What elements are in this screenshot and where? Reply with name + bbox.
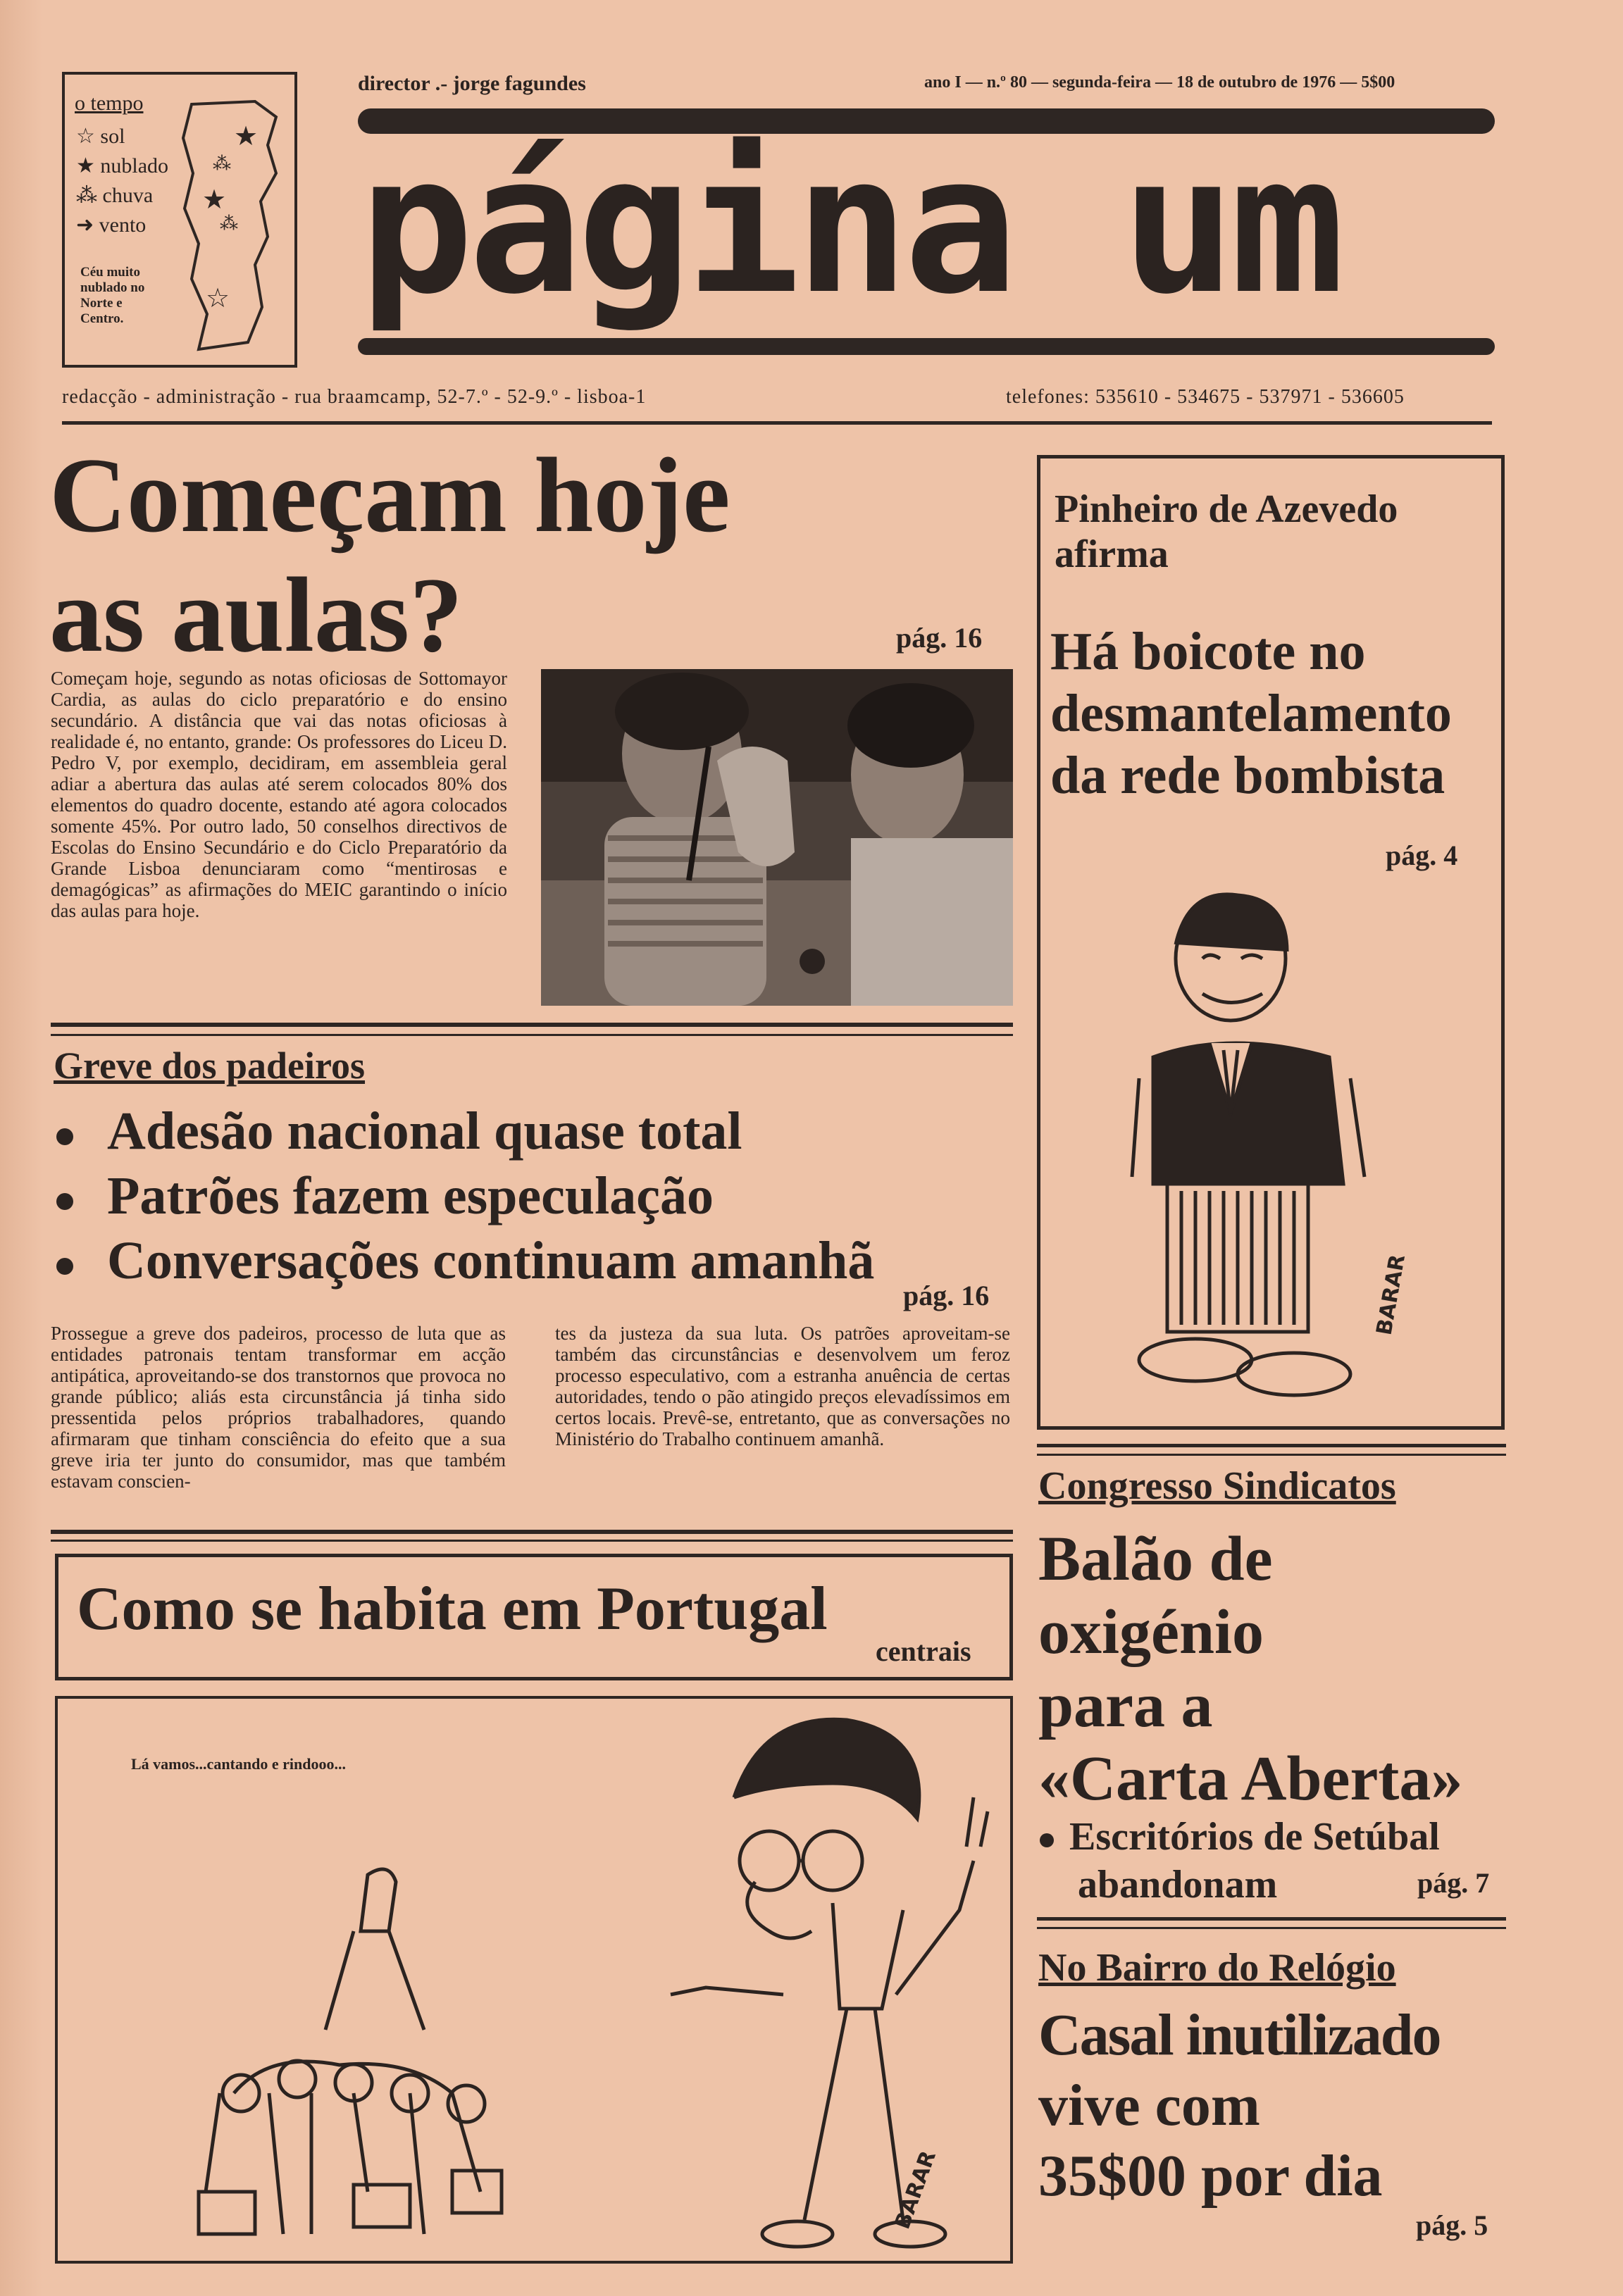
congresso-bullet: Escritórios de Setúbal bbox=[1040, 1814, 1440, 1859]
greve-page-ref: pág. 16 bbox=[903, 1280, 990, 1311]
congresso-kicker: Congresso Sindicatos bbox=[1038, 1464, 1396, 1508]
relogio-rule-1 bbox=[1037, 1917, 1506, 1921]
relogio-page-ref: pág. 5 bbox=[1416, 2209, 1488, 2241]
rain-icon: ⁂ bbox=[76, 184, 97, 207]
bullet-icon bbox=[56, 1258, 73, 1275]
congresso-headline-2: oxigénio bbox=[1038, 1597, 1264, 1667]
svg-text:☆: ☆ bbox=[206, 284, 230, 313]
weather-note: Céu muito nublado no Norte e Centro. bbox=[80, 265, 145, 326]
phones-line: telefones: 535610 - 534675 - 537971 - 536605 bbox=[1006, 386, 1405, 408]
greve-rule-2 bbox=[51, 1540, 1013, 1542]
weather-legend-nublado: ★ nublado bbox=[76, 154, 169, 177]
congresso-bullet-2: abandonam bbox=[1078, 1863, 1278, 1907]
greve-bullet-3: Conversações continuam amanhã bbox=[56, 1228, 874, 1293]
bullet-icon bbox=[56, 1193, 73, 1210]
relogio-headline-3: 35$00 por dia bbox=[1038, 2143, 1383, 2209]
weather-legend-chuva: ⁂ chuva bbox=[76, 184, 154, 207]
svg-text:⁂: ⁂ bbox=[213, 154, 231, 174]
masthead-bottom-bar bbox=[358, 338, 1495, 355]
azevedo-signature: BARAR bbox=[1372, 1252, 1411, 1337]
congresso-rule-2 bbox=[1037, 1454, 1506, 1456]
azevedo-box bbox=[1037, 455, 1505, 1430]
habita-ref: centrais bbox=[876, 1635, 971, 1667]
greve-rule-1 bbox=[51, 1530, 1013, 1534]
greve-col1: Prossegue a greve dos padeiros, processo de luta que as entidades patronais tentam transformar em acção antipática, aproveitando-se dos transtornos que provoca no grande público; aliás esta circunstância já tinha sido pressentida pelos próprios trabalhadores, quando afirmaram que tinham consciência do efeito que a sua greve iria ter junto do consumidor, mas que também estavam conscien- bbox=[51, 1323, 506, 1492]
azevedo-kicker: Pinheiro de Azevedo afirma bbox=[1055, 487, 1398, 576]
azevedo-caricature bbox=[1125, 881, 1435, 1416]
svg-text:★: ★ bbox=[202, 185, 227, 215]
cartoon-caption: Lá vamos...cantando e rindooo... bbox=[131, 1755, 346, 1773]
greve-kicker: Greve dos padeiros bbox=[54, 1044, 366, 1087]
relogio-kicker: No Bairro do Relógio bbox=[1038, 1946, 1396, 1990]
weather-legend-vento: ➜ vento bbox=[76, 213, 147, 237]
director-line: director .- jorge fagundes bbox=[358, 72, 586, 95]
relogio-headline-2: vive com bbox=[1038, 2073, 1260, 2138]
lead-rule-1 bbox=[51, 1023, 1013, 1027]
azevedo-headline: Há boicote no desmantelamento da rede bombista bbox=[1050, 622, 1452, 805]
svg-text:⁂: ⁂ bbox=[220, 213, 238, 234]
congresso-page-ref: pág. 7 bbox=[1417, 1867, 1490, 1899]
greve-col2: tes da justeza da sua luta. Os patrões aproveitam-se também das circunstâncias e desenvolvem um feroz processo especulativo, com a estranha anuência de certas autoridades, tendo o pão atingido preços elevadíssimos em certos locais. Prevê-se, entretanto, que as conversações no Ministério do Trabalho continuem amanhã. bbox=[555, 1323, 1010, 1449]
lead-headline-line1: Começam hoje bbox=[49, 436, 730, 554]
sun-star-icon: ☆ bbox=[76, 125, 95, 148]
cartoon-signature: BARAR bbox=[890, 2147, 941, 2233]
cartoon-box bbox=[55, 1696, 1013, 2264]
congresso-rule-1 bbox=[1037, 1444, 1506, 1447]
congresso-headline-1: Balão de bbox=[1038, 1524, 1273, 1594]
bullet-icon bbox=[56, 1128, 73, 1145]
congresso-headline-3: para a bbox=[1038, 1671, 1213, 1740]
relogio-rule-2 bbox=[1037, 1927, 1506, 1929]
lead-headline-line2: as aulas? bbox=[49, 556, 464, 674]
masthead-rule bbox=[62, 421, 1492, 425]
cloud-star-icon: ★ bbox=[76, 154, 95, 177]
address-line: redacção - administração - rua braamcamp, 52-7.º - 52-9.º - lisboa-1 bbox=[62, 386, 647, 408]
greve-bullet-1: Adesão nacional quase total bbox=[56, 1099, 742, 1163]
weather-title: o tempo bbox=[75, 92, 144, 115]
habita-headline: Como se habita em Portugal bbox=[77, 1575, 828, 1643]
greve-bullet-2: Patrões fazem especulação bbox=[56, 1163, 714, 1228]
paper-edge bbox=[0, 0, 42, 2296]
azevedo-page-ref: pág. 4 bbox=[1386, 840, 1458, 871]
relogio-headline-1: Casal inutilizado bbox=[1038, 2002, 1441, 2068]
bullet-icon bbox=[1040, 1833, 1054, 1847]
cartoon-drawing bbox=[58, 1699, 1010, 2261]
portugal-map-icon bbox=[170, 96, 290, 363]
wind-arrow-icon: ➜ bbox=[76, 213, 94, 237]
lead-body: Começam hoje, segundo as notas oficiosas de Sottomayor Cardia, as aulas do ciclo preparatório e do ensino secundário. A distância que vai das notas oficiosas à realidade é, no entanto, grande: Os professores do Liceu D. Pedro V, por exemplo, decidiram, em assembleia geral adiar a abertura das aulas até serem colocados 80% dos elementos do quadro docente, estando até agora colocados somente 45%. Por outro lado, 50 conselhos directivos de Escolas do Ensino Secundário e do Ciclo Preparatório da Grande Lisboa denunciaram como “mentirosas e demagógicas” as afirmações do MEIC garantindo o início das aulas para hoje. bbox=[51, 668, 507, 921]
svg-text:★: ★ bbox=[234, 122, 259, 151]
lead-photo bbox=[541, 669, 1013, 1006]
issue-line: ano I — n.º 80 — segunda-feira — 18 de outubro de 1976 — 5$00 bbox=[924, 73, 1395, 92]
weather-box bbox=[62, 72, 297, 368]
congresso-headline-4: «Carta Aberta» bbox=[1038, 1744, 1463, 1814]
masthead-title: página um bbox=[359, 114, 1339, 336]
habita-box bbox=[55, 1554, 1013, 1680]
lead-rule-2 bbox=[51, 1034, 1013, 1036]
weather-legend-sol: ☆ sol bbox=[76, 125, 125, 148]
lead-page-ref: pág. 16 bbox=[896, 622, 983, 654]
